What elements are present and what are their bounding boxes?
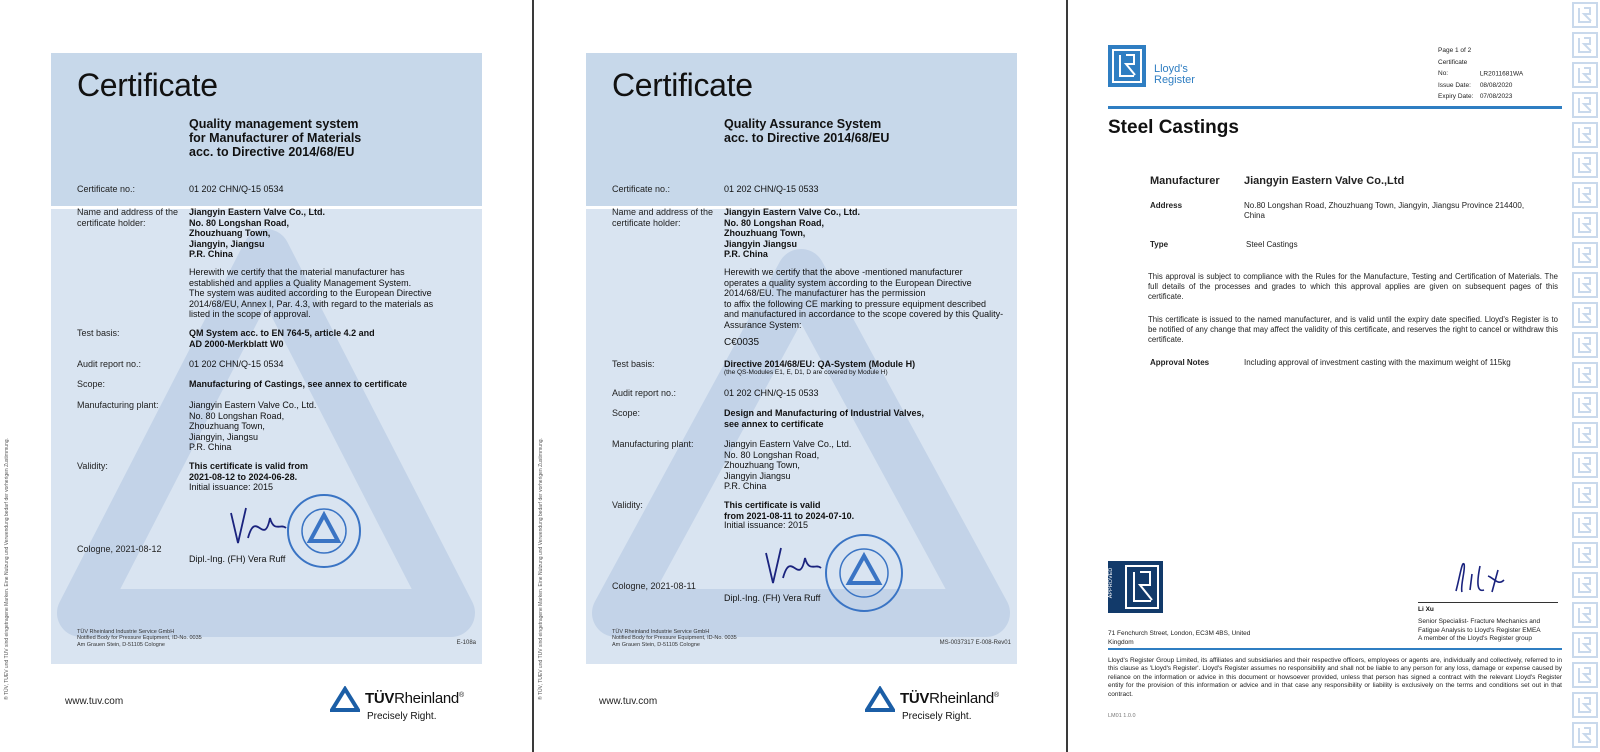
ce-mark: C€0035 — [724, 337, 760, 348]
scope-label: Scope: — [612, 408, 641, 418]
holder-label: Name and address of the certificate holder: — [77, 207, 179, 228]
certificate-panel — [51, 53, 482, 664]
notified-body-stamp-icon — [286, 493, 362, 569]
issuer-footer: TÜV Rheinland Industrie Service GmbH Notified Body for Pressure Equipment, ID-No. 0035 Am Grauen Stein, D-51105 Cologne — [612, 628, 737, 648]
validity-label: Validity: — [612, 500, 643, 510]
place-date: Cologne, 2021-08-11 — [612, 581, 696, 591]
tuv-brand: TÜVRheinland® — [900, 690, 999, 707]
address-value: No.80 Longshan Road, Zhouzhuang Town, Jiangyin, Jiangsu Province 214400, China — [1244, 201, 1525, 220]
test-basis-value: Directive 2014/68/EU: QA-System (Module H) — [724, 359, 916, 369]
certificate-panel — [586, 53, 1017, 664]
validity-value: This certificate is valid from 2021-08-11 to 2024-07-10. — [724, 500, 855, 521]
tuv-brand: TÜVRheinland® — [365, 690, 464, 707]
lloyds-logo-icon — [1108, 45, 1146, 87]
signature-icon — [226, 498, 296, 558]
tuv-certificate-qa — [534, 0, 1066, 752]
place-date: Cologne, 2021-08-12 — [77, 544, 162, 554]
tuv-tagline: Precisely Right. — [902, 711, 972, 722]
address-label: Address — [1150, 201, 1183, 210]
form-code: E-108a — [456, 640, 476, 646]
trademark-note: ® TÜV, TUEV und TUV sind eingetragene Marken. Eine Nutzung und Verwendung bedarf der vorherigen Zustimmung. — [538, 438, 544, 700]
validity-label: Validity: — [77, 461, 108, 471]
holder-value: Jiangyin Eastern Valve Co., Ltd. No. 80 Longshan Road, Zhouzhuang Town, Jiangyin, Jiangsu P.R. China — [189, 207, 326, 259]
trademark-note: ® TÜV, TUEV und TUV sind eingetragene Marken. Eine Nutzung und Verwendung bedarf der vorherigen Zustimmung. — [4, 438, 10, 700]
signature-icon — [1446, 556, 1516, 600]
scope-label: Scope: — [77, 379, 106, 389]
header-rule — [1108, 106, 1562, 109]
type-label: Type — [1150, 240, 1169, 249]
form-code: MS-0037317 E-008-Rev01 — [939, 640, 1011, 646]
test-basis-label: Test basis: — [612, 359, 655, 369]
approval-notes-label: Approval Notes — [1150, 358, 1210, 367]
certificate-title: Steel Castings — [1108, 117, 1239, 138]
plant-value: Jiangyin Eastern Valve Co., Ltd. No. 80 Longshan Road, Zhouzhuang Town, Jiangyin, Jiangsu P.R. China — [189, 400, 317, 452]
initial-issuance: Initial issuance: 2015 — [724, 520, 809, 530]
validity-paragraph: This certificate is issued to the named manufacturer, and is valid until the expiry date specified. Lloyd's Register is to be notified of any change that may affect the validity of this certificate, and reserves the right to cancel or withdraw this certificate. — [1148, 315, 1558, 345]
lloyds-register-certificate — [1068, 0, 1600, 752]
statement-text: Herewith we certify that the above -mentioned manufacturer operates a quality system according to the European Directive 2014/68/EU. The manufacturer has the permission to affix the following CE marking to pressure equipment described and manufactured in accordance to the scope covered by this Quality- Assurance System: — [724, 267, 1004, 330]
approval-paragraph: This approval is subject to compliance with the Rules for the Manufacture, Testing and Certification of Materials. The full details of the processes and grades to which this approval applies are given on subsequent pages of this certificate. — [1148, 272, 1558, 302]
tuv-tagline: Precisely Right. — [367, 711, 437, 722]
form-version: LM01 1.0.0 — [1108, 713, 1136, 719]
signature-icon — [761, 538, 831, 598]
approval-notes-value: Including approval of investment casting with the maximum weight of 115kg — [1244, 358, 1511, 367]
validity-value: This certificate is valid from 2021-08-12 to 2024-06-28. — [189, 461, 309, 482]
decorative-border-icon — [1570, 0, 1600, 752]
tuv-certificate-qm — [0, 0, 532, 752]
certno-label: Certificate no.: — [77, 184, 136, 194]
holder-value: Jiangyin Eastern Valve Co., Ltd. No. 80 Longshan Road, Zhouzhuang Town, Jiangyin Jiangsu P.R. China — [724, 207, 861, 259]
test-basis-note: (the QS-Modules E1, E, D1, D are covered by Module H) — [724, 369, 888, 376]
holder-label: Name and address of the certificate holder: — [612, 207, 714, 228]
scope-value: Manufacturing of Castings, see annex to certificate — [189, 379, 408, 389]
certno-value: 01 202 CHN/Q-15 0533 — [724, 184, 819, 194]
certificate-subtitle: Quality Assurance System acc. to Directive 2014/68/EU — [724, 117, 890, 145]
lloyds-wordmark: Lloyd's Register — [1154, 63, 1195, 86]
lr-address: 71 Fenchurch Street, London, EC3M 4BS, United Kingdom — [1108, 630, 1251, 646]
signatory-title: Senior Specialist- Fracture Mechanics and Fatigue Analysis to Lloyd's Register EMEA A member of the Lloyd's Register group — [1418, 618, 1541, 642]
certno-value: 01 202 CHN/Q-15 0534 — [189, 184, 284, 194]
certno-label: Certificate no.: — [612, 184, 671, 194]
tuv-triangle-icon — [865, 686, 895, 712]
audit-label: Audit report no.: — [77, 359, 142, 369]
certificate-meta: Page 1 of 2 Certificate No: LR2011681WA Issue Date: 08/08/2020 Expiry Date: 07/08/2023 — [1438, 47, 1524, 100]
issuer-footer: TÜV Rheinland Industrie Service GmbH Notified Body for Pressure Equipment, ID-No. 0035 Am Grauen Stein, D-51105 Cologne — [77, 628, 202, 648]
signer-name: Dipl.-Ing. (FH) Vera Ruff — [189, 554, 286, 564]
footer-rule — [1108, 648, 1562, 650]
scope-value: Design and Manufacturing of Industrial Valves, see annex to certificate — [724, 408, 925, 429]
signer-name: Dipl.-Ing. (FH) Vera Ruff — [724, 593, 821, 603]
certificate-title: Certificate — [612, 67, 753, 103]
plant-label: Manufacturing plant: — [77, 400, 159, 410]
signatory-name: Li Xu — [1418, 606, 1434, 613]
legal-disclaimer: Lloyd's Register Group Limited, its affiliates and subsidiaries and their respective officers, employees or agents are, individually and collectively, referred to in this clause as 'Lloyd's Register'. Lloyd's Register assumes no responsibility and shall not be liable to any person for any loss, damage or expense caused by reliance on the information or advice in this document or howsoever provided, unless that person has signed a contract with the relevant Lloyd's Register entity for the provision of this information or advice and in that case any responsibility or liability is exclusively on the terms and conditions set out in that contract. — [1108, 657, 1562, 698]
audit-value: 01 202 CHN/Q-15 0533 — [724, 388, 819, 398]
approved-text: APPROVED — [1108, 567, 1114, 599]
manufacturer-value: Jiangyin Eastern Valve Co.,Ltd — [1244, 175, 1405, 187]
certificate-subtitle: Quality management system for Manufacturer of Materials acc. to Directive 2014/68/EU — [189, 117, 362, 159]
plant-label: Manufacturing plant: — [612, 439, 694, 449]
initial-issuance: Initial issuance: 2015 — [189, 482, 274, 492]
manufacturer-label: Manufacturer — [1150, 175, 1220, 187]
approved-mark-icon — [1108, 561, 1163, 613]
test-basis-label: Test basis: — [77, 328, 120, 338]
tuv-triangle-icon — [330, 686, 360, 712]
signature-line — [1418, 602, 1558, 603]
audit-label: Audit report no.: — [612, 388, 677, 398]
audit-value: 01 202 CHN/Q-15 0534 — [189, 359, 284, 369]
website-link[interactable]: www.tuv.com — [599, 696, 658, 707]
notified-body-stamp-icon — [824, 533, 904, 613]
certificate-title: Certificate — [77, 67, 218, 103]
plant-value: Jiangyin Eastern Valve Co., Ltd. No. 80 Longshan Road, Zhouzhuang Town, Jiangyin Jiangsu P.R. China — [724, 439, 852, 491]
test-basis-value: QM System acc. to EN 764-5, article 4.2 and AD 2000-Merkblatt W0 — [189, 328, 375, 349]
website-link[interactable]: www.tuv.com — [65, 696, 124, 707]
type-value: Steel Castings — [1246, 240, 1298, 249]
statement-text: Herewith we certify that the material manufacturer has established and applies a Quality Management System. The system was audited according to the European Directive 2014/68/EU, Annex I, Par. 4.3, with regard to the materials as listed in the scope of approval. — [189, 267, 434, 319]
